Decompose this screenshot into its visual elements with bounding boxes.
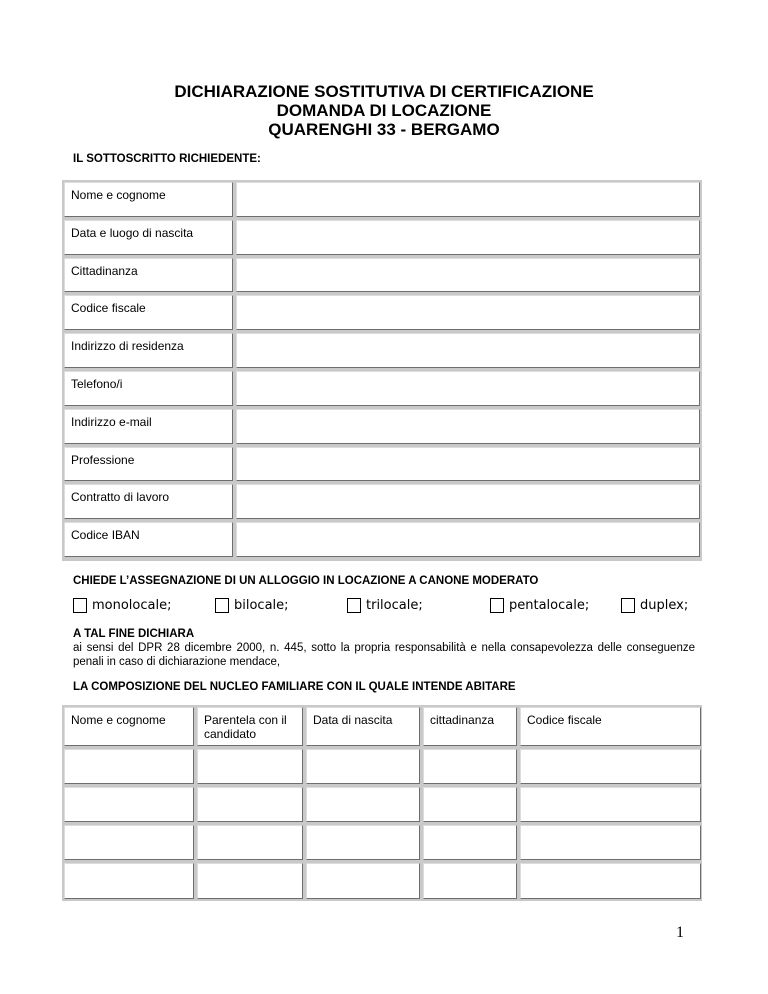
household-cell[interactable]	[520, 749, 701, 784]
household-cell[interactable]	[520, 787, 701, 822]
household-column-header: Codice fiscale	[520, 707, 701, 746]
apartment-option[interactable]	[215, 596, 289, 614]
applicant-field-input[interactable]	[236, 484, 700, 519]
applicant-field-input[interactable]	[236, 295, 700, 330]
household-cell[interactable]	[197, 749, 303, 784]
applicant-field-input[interactable]	[236, 371, 700, 406]
household-cell[interactable]	[423, 825, 517, 860]
applicant-field-input[interactable]	[236, 522, 700, 557]
household-cell[interactable]	[423, 787, 517, 822]
household-cell[interactable]	[306, 787, 420, 822]
household-heading: LA COMPOSIZIONE DEL NUCLEO FAMILIARE CON IL QUALE INTENDE ABITARE	[73, 681, 516, 693]
option-label: trilocale;	[366, 597, 423, 613]
applicant-field-label: Nome e cognome	[64, 182, 233, 217]
applicant-field-input[interactable]	[236, 409, 700, 444]
household-cell[interactable]	[306, 749, 420, 784]
checkbox[interactable]	[215, 598, 229, 613]
apartment-option[interactable]	[73, 596, 171, 614]
household-column-header: Nome e cognome	[64, 707, 194, 746]
household-cell[interactable]	[306, 863, 420, 899]
household-cell[interactable]	[423, 863, 517, 899]
page-number: 1	[676, 924, 684, 941]
document-title	[0, 82, 768, 139]
apartment-option[interactable]	[347, 596, 423, 614]
declaration-text: ai sensi del DPR 28 dicembre 2000, n. 445, sotto la propria responsabilità e nella consapevolezza delle conseguenze penali in caso di dichiarazione mendace,	[73, 642, 695, 668]
title-line-3: QUARENGHI 33 - BERGAMO	[268, 120, 500, 139]
household-cell[interactable]	[197, 863, 303, 899]
option-label: monolocale;	[92, 597, 172, 613]
checkbox[interactable]	[621, 598, 635, 613]
applicant-field-label: Indirizzo e-mail	[64, 409, 233, 444]
option-label: pentalocale;	[509, 597, 590, 613]
applicant-field-label: Codice fiscale	[64, 295, 233, 330]
apartment-option[interactable]	[621, 596, 688, 614]
applicant-field-label: Indirizzo di residenza	[64, 333, 233, 368]
title-line-1: DICHIARAZIONE SOSTITUTIVA DI CERTIFICAZIONE	[174, 82, 594, 101]
declaration-heading: A TAL FINE DICHIARA	[73, 628, 195, 640]
household-cell[interactable]	[306, 825, 420, 860]
household-column-header: Parentela con il candidato	[197, 707, 303, 746]
applicant-field-input[interactable]	[236, 447, 700, 482]
applicant-field-label: Contratto di lavoro	[64, 484, 233, 519]
applicant-field-label: Professione	[64, 447, 233, 482]
applicant-field-label: Cittadinanza	[64, 258, 233, 293]
option-label: duplex;	[640, 597, 689, 613]
request-heading: CHIEDE L’ASSEGNAZIONE DI UN ALLOGGIO IN LOCAZIONE A CANONE MODERATO	[73, 575, 539, 587]
checkbox[interactable]	[347, 598, 361, 613]
applicant-heading: IL SOTTOSCRITTO RICHIEDENTE:	[73, 153, 261, 165]
applicant-field-label: Data e luogo di nascita	[64, 220, 233, 255]
household-column-header: Data di nascita	[306, 707, 420, 746]
checkbox[interactable]	[73, 598, 87, 613]
title-line-2: DOMANDA DI LOCAZIONE	[276, 101, 492, 120]
applicant-field-input[interactable]	[236, 182, 700, 217]
household-column-header: cittadinanza	[423, 707, 517, 746]
applicant-field-input[interactable]	[236, 258, 700, 293]
household-cell[interactable]	[64, 787, 194, 822]
applicant-field-label: Telefono/i	[64, 371, 233, 406]
applicant-field-label: Codice IBAN	[64, 522, 233, 557]
household-cell[interactable]	[520, 825, 701, 860]
household-cell[interactable]	[197, 825, 303, 860]
household-cell[interactable]	[64, 825, 194, 860]
household-cell[interactable]	[64, 749, 194, 784]
household-cell[interactable]	[520, 863, 701, 899]
option-label: bilocale;	[234, 597, 289, 613]
applicant-field-input[interactable]	[236, 333, 700, 368]
household-cell[interactable]	[197, 787, 303, 822]
household-cell[interactable]	[64, 863, 194, 899]
applicant-field-input[interactable]	[236, 220, 700, 255]
checkbox[interactable]	[490, 598, 504, 613]
apartment-option[interactable]	[490, 596, 589, 614]
household-cell[interactable]	[423, 749, 517, 784]
